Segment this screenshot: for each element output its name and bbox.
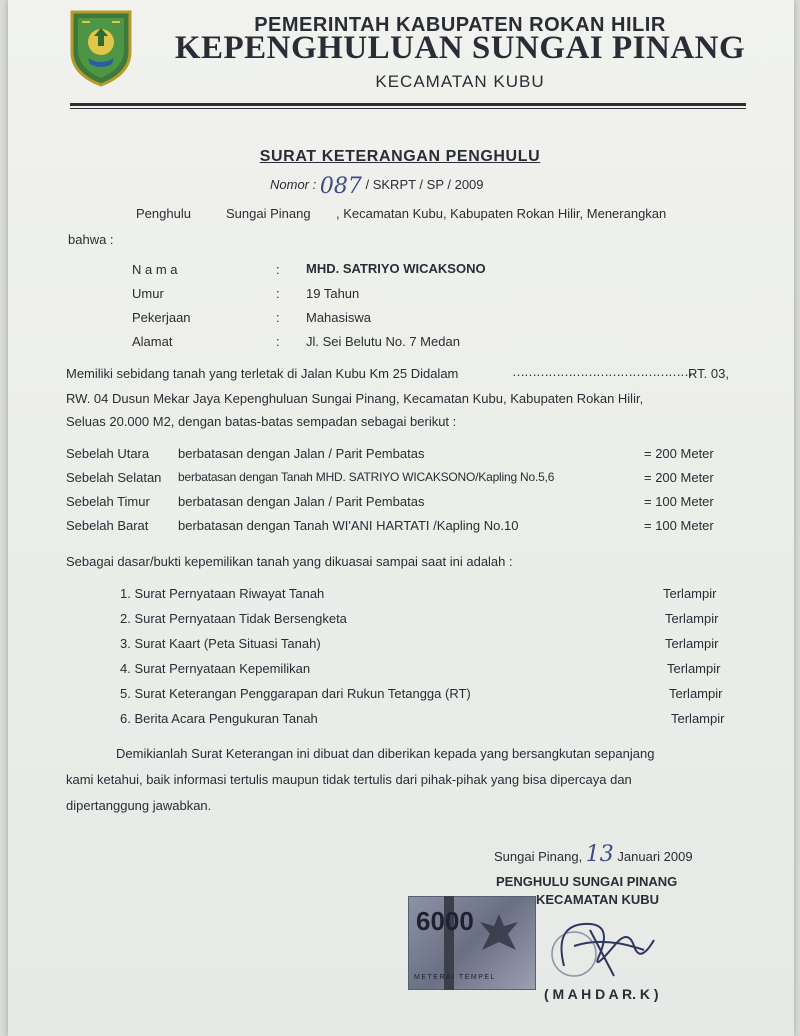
person-name-value: MHD. SATRIYO WICAKSONO [306, 261, 486, 276]
list-item-status: Terlampir [663, 586, 717, 601]
boundary-length: = 100 Meter [644, 494, 714, 509]
person-address-label: Alamat [132, 334, 173, 349]
boundary-description: berbatasan dengan Jalan / Parit Pembatas [178, 446, 425, 461]
document-number [270, 170, 484, 199]
garuda-icon [474, 910, 524, 960]
list-item: 2. Surat Pernyataan Tidak Bersengketa [120, 611, 347, 626]
signatory-name: ( M A H D A R. K ) [544, 986, 659, 1002]
boundary-side: Sebelah Utara [66, 446, 150, 461]
list-item-status: Terlampir [671, 711, 725, 726]
person-address-value: Jl. Sei Belutu No. 7 Medan [306, 334, 460, 349]
boundary-side: Sebelah Selatan [66, 470, 162, 485]
person-age-value: 19 Tahun [306, 286, 360, 301]
nomor-label: Nomor : [270, 177, 317, 192]
land-line-1: Memiliki sebidang tanah yang terletak di Jalan Kubu Km 25 Didalam [66, 366, 459, 381]
nomor-suffix: / SKRPT / SP / 2009 [365, 177, 484, 192]
list-item: 4. Surat Pernyataan Kepemilikan [120, 661, 311, 676]
land-line-2: RW. 04 Dusun Mekar Jaya Kepenghuluan Sungai Pinang, Kecamatan Kubu, Kabupaten Rokan Hilir, [66, 391, 644, 406]
list-item-status: Terlampir [667, 661, 721, 676]
colon: : [276, 310, 280, 325]
colon: : [276, 286, 280, 301]
person-name-label: N a m a [132, 262, 178, 277]
boundary-description: berbatasan dengan Jalan / Parit Pembatas [178, 494, 425, 509]
date-place: Sungai Pinang, [494, 849, 586, 864]
closing-line-3: dipertanggung jawabkan. [66, 798, 212, 813]
signatory-title-1: PENGHULU SUNGAI PINANG [496, 874, 678, 889]
signature-scribble-icon [544, 906, 674, 986]
document-title: SURAT KETERANGAN PENGHULU [259, 148, 541, 165]
header-rule-thick [70, 103, 746, 106]
revenue-stamp [408, 896, 536, 990]
proof-intro: Sebagai dasar/bukti kepemilikan tanah yang dikuasai sampai saat ini adalah : [66, 554, 513, 569]
closing-line-2: kami ketahui, baik informasi tertulis maupun tidak tertulis dari pihak-pihak yang bisa dipercaya dan [66, 772, 632, 787]
document-page [8, 0, 794, 1036]
boundary-length: = 100 Meter [644, 518, 714, 533]
boundary-length: = 200 Meter [644, 470, 714, 485]
list-item-status: Terlampir [669, 686, 723, 701]
list-item: 3. Surat Kaart (Peta Situasi Tanah) [120, 636, 321, 651]
closing-line-1: Demikianlah Surat Keterangan ini dibuat dan diberikan kepada yang bersangkutan sepanjang [116, 746, 655, 761]
land-rt: RT. 03, [688, 366, 729, 381]
stamp-text: METERAI TEMPEL [414, 974, 496, 981]
signatory-title-2: KECAMATAN KUBU [536, 892, 660, 907]
land-line-3: Seluas 20.000 M2, dengan batas-batas sempadan sebagai berikut : [66, 414, 457, 429]
colon: : [276, 262, 280, 277]
header-district: KECAMATAN KUBU [375, 72, 545, 91]
boundary-side: Sebelah Timur [66, 494, 150, 509]
person-job-value: Mahasiswa [306, 310, 372, 325]
boundary-description: berbatasan dengan Tanah MHD. SATRIYO WICAKSONO/Kapling No.5,6 [178, 470, 555, 484]
list-item: 5. Surat Keterangan Penggarapan dari Rukun Tetangga (RT) [120, 686, 471, 701]
boundary-side: Sebelah Barat [66, 518, 149, 533]
colon: : [276, 334, 280, 349]
date-rest: Januari 2009 [613, 849, 693, 864]
boundary-length: = 200 Meter [644, 446, 714, 461]
list-item: 6. Berita Acara Pengukuran Tanah [120, 711, 318, 726]
signing-date [494, 842, 693, 867]
intro-word-village: Sungai Pinang [226, 206, 311, 221]
nomor-handwritten: 087 [319, 174, 362, 199]
list-item-status: Terlampir [665, 636, 719, 651]
person-job-label: Pekerjaan [132, 310, 191, 325]
boundary-description: berbatasan dengan Tanah WI'ANI HARTATI /Kapling No.10 [178, 518, 519, 533]
header-rule-thin [70, 108, 746, 109]
intro-word-penghulu: Penghulu [136, 206, 191, 221]
person-age-label: Umur [132, 286, 164, 301]
list-item-status: Terlampir [665, 611, 719, 626]
header-government: PEMERINTAH KABUPATEN ROKAN HILIR [254, 14, 666, 36]
intro-rest: , Kecamatan Kubu, Kabupaten Rokan Hilir, Menerangkan [336, 206, 667, 221]
land-dots: ……………………………………… [512, 364, 692, 379]
list-item: 1. Surat Pernyataan Riwayat Tanah [120, 586, 325, 601]
header-village: KEPENGHULUAN SUNGAI PINANG [174, 30, 746, 66]
intro-bahwa: bahwa : [68, 232, 114, 247]
stamp-value: 6000 [416, 906, 474, 936]
date-day-handwritten: 13 [585, 842, 614, 867]
